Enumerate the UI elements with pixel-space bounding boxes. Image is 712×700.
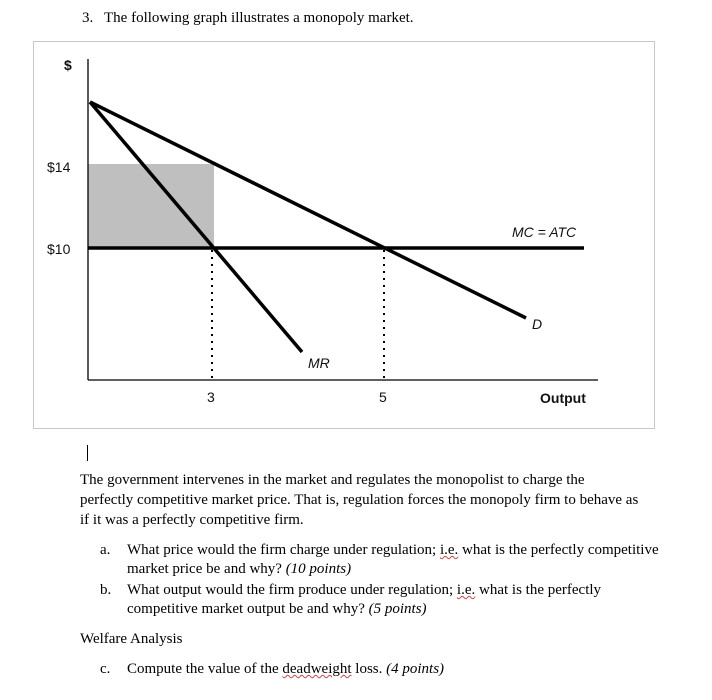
monopoly-graph xyxy=(33,41,655,429)
list-item-b xyxy=(100,581,660,619)
question-number: 3. xyxy=(82,10,94,26)
question-text: The following graph illustrates a monopoly market. xyxy=(104,10,414,26)
x-axis-label: Output xyxy=(540,390,586,406)
item-text: What output would the firm produce under regulation; xyxy=(127,582,457,598)
item-text: What price would the firm charge under regulation; xyxy=(127,542,440,558)
y-tick-14: $14 xyxy=(47,159,71,175)
mc-atc-label: MC = ATC xyxy=(512,224,577,240)
section-title: Welfare Analysis xyxy=(80,631,183,647)
item-text-rest: what is the perfectly competitive market output be and why? xyxy=(127,582,602,617)
item-points: (5 points) xyxy=(368,601,427,617)
list-item-c xyxy=(100,661,660,678)
item-text: Compute the value of the xyxy=(127,661,283,677)
demand-label: D xyxy=(532,316,543,332)
ie-text: i.e. xyxy=(456,582,476,598)
x-tick-5: 5 xyxy=(379,389,387,405)
intro-paragraph: The government intervenes in the market and regulates the monopolist to charge the perfectly competitive market price. That is, regulation forces the monopoly firm to behave as if it was a perfectly competitive firm. xyxy=(80,472,639,528)
item-points: (4 points) xyxy=(386,661,445,677)
x-tick-3: 3 xyxy=(207,389,215,405)
monopoly-graph-svg xyxy=(34,42,654,428)
item-points: (10 points) xyxy=(285,561,352,577)
item-label: b. xyxy=(100,582,112,598)
deadweight-term: deadweight xyxy=(282,661,352,677)
question-list xyxy=(100,541,660,621)
mr-label: MR xyxy=(308,355,330,371)
question-title xyxy=(82,10,414,27)
item-label: a. xyxy=(100,542,111,558)
text-cursor xyxy=(87,445,88,461)
y-tick-10: $10 xyxy=(47,241,71,257)
y-axis-label: $ xyxy=(64,57,72,73)
list-item-a xyxy=(100,541,660,579)
ie-text: i.e. xyxy=(439,542,459,558)
item-label: c. xyxy=(100,661,111,677)
item-text-rest: what is the perfectly competitive market price be and why? xyxy=(127,542,659,577)
item-text-rest: loss. xyxy=(351,661,387,677)
